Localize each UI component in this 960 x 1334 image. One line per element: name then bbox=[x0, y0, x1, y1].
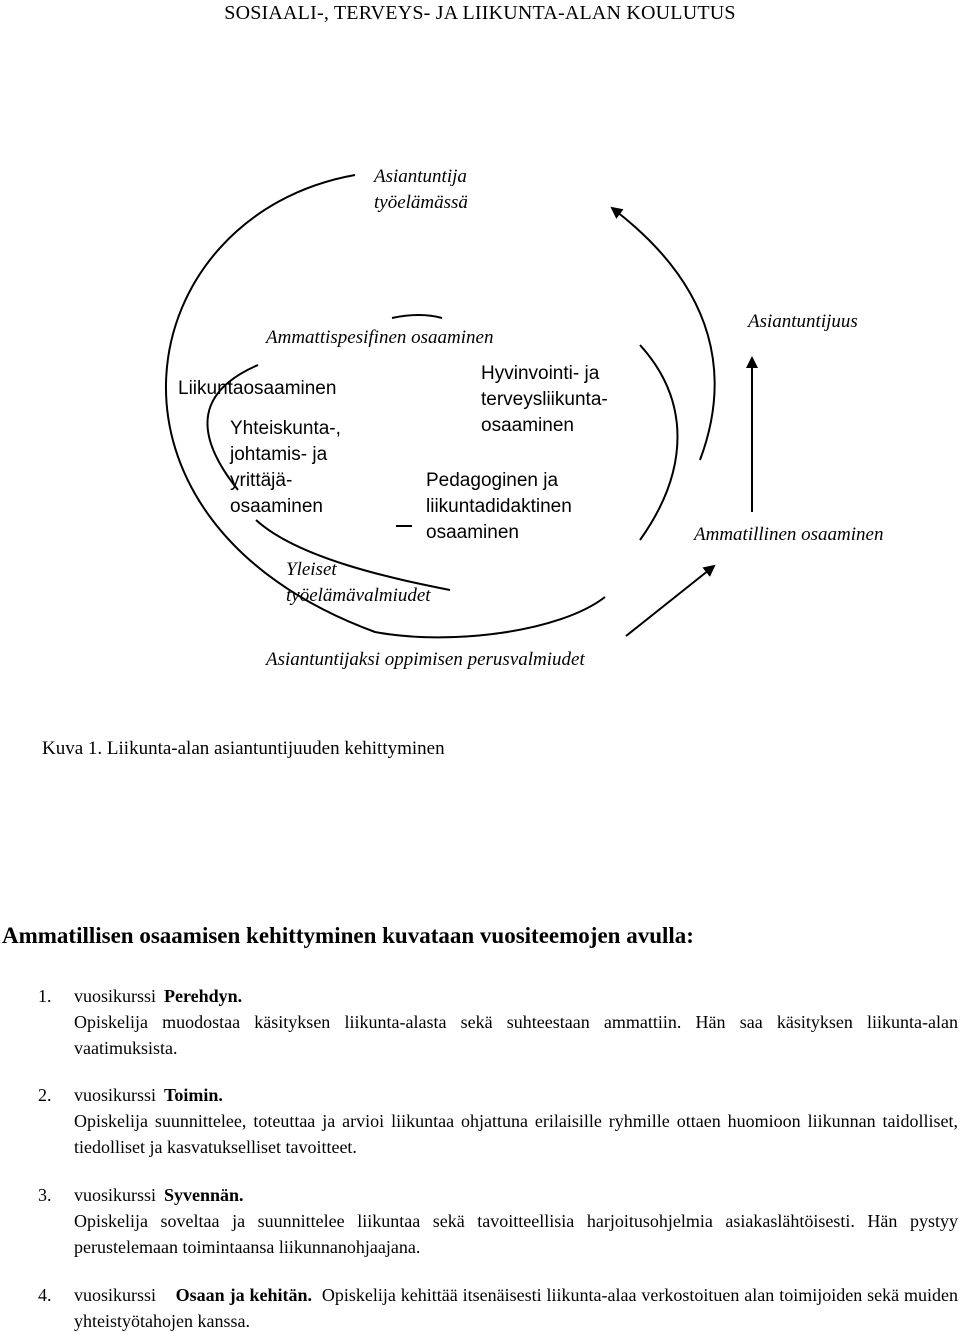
year-number: 2. bbox=[38, 1085, 52, 1105]
year-label: vuosikurssi bbox=[74, 1085, 157, 1105]
year-description: Opiskelija suunnittelee, toteuttaa ja arvioi liikuntaa ohjattuna erilaisille ryhmille ottaen huomioon liikunnan taidolliset, tiedolliset ja kasvatukselliset tavoitteet. bbox=[74, 1111, 958, 1157]
year-number: 3. bbox=[38, 1185, 52, 1205]
lower-arrow bbox=[626, 566, 714, 636]
year-theme: Toimin. bbox=[164, 1085, 223, 1105]
right-arc-arrow bbox=[612, 208, 715, 460]
label-pedagoginen: Pedagoginen ja liikuntadidaktinen osaaminen bbox=[426, 470, 572, 543]
year-theme: Syvennän. bbox=[164, 1185, 244, 1205]
label-yleiset-tyoelamavalmiudet: Yleiset työelämävalmiudet bbox=[286, 559, 431, 606]
label-asiantuntijuus: Asiantuntijuus bbox=[748, 311, 858, 332]
label-perusvalmiudet: Asiantuntijaksi oppimisen perusvalmiudet bbox=[266, 649, 585, 670]
year-description: Opiskelija soveltaa ja suunnittelee liikuntaa sekä tavoitteellisia harjoitusohjelmia asiakaslähtöisesti. Hän pystyy perustelemaan toimintaansa liikunnanohjaajana. bbox=[74, 1211, 958, 1257]
year-theme: Osaan ja kehitän. bbox=[175, 1285, 313, 1305]
section-heading: Ammatillisen osaamisen kehittyminen kuvataan vuositeemojen avulla: bbox=[2, 923, 694, 948]
year-number: 4. bbox=[38, 1285, 52, 1305]
figure-caption: Kuva 1. Liikunta-alan asiantuntijuuden kehittyminen bbox=[42, 738, 445, 759]
year-label: vuosikurssi bbox=[74, 986, 157, 1006]
label-asiantuntija-tyoelamassa: Asiantuntija työelämässä bbox=[374, 166, 468, 213]
year-description: Opiskelija kehittää itsenäisesti liikunta-alaa verkostoituen alan toimijoiden sekä muiden yhteistyötahojen kanssa. bbox=[74, 1285, 958, 1331]
label-ammatillinen-osaaminen: Ammatillinen osaaminen bbox=[694, 524, 884, 545]
year-theme: Perehdyn. bbox=[164, 986, 243, 1006]
label-liikuntaosaaminen: Liikuntaosaaminen bbox=[178, 378, 337, 399]
year-number: 1. bbox=[38, 986, 52, 1006]
inner-right-arc bbox=[640, 345, 678, 540]
year-label: vuosikurssi bbox=[74, 1185, 157, 1205]
label-ammattispesifinen: Ammattispesifinen osaaminen bbox=[266, 327, 494, 348]
year-description-full bbox=[74, 1282, 958, 1334]
page-header-title: SOSIAALI-, TERVEYS- JA LIIKUNTA-ALAN KOULUTUS bbox=[224, 2, 736, 24]
label-yhteiskunta: Yhteiskunta-, johtamis- ja yrittäjä- osaaminen bbox=[230, 418, 341, 517]
year-description: Opiskelija muodostaa käsityksen liikunta-alasta sekä suhteestaan ammattiin. Hän saa käsityksen liikunta-alan vaatimuksista. bbox=[74, 1012, 958, 1058]
inner-top-stroke bbox=[392, 315, 442, 318]
label-hyvinvointi: Hyvinvointi- ja terveysliikunta- osaaminen bbox=[481, 363, 608, 436]
year-label: vuosikurssi bbox=[74, 1285, 157, 1305]
